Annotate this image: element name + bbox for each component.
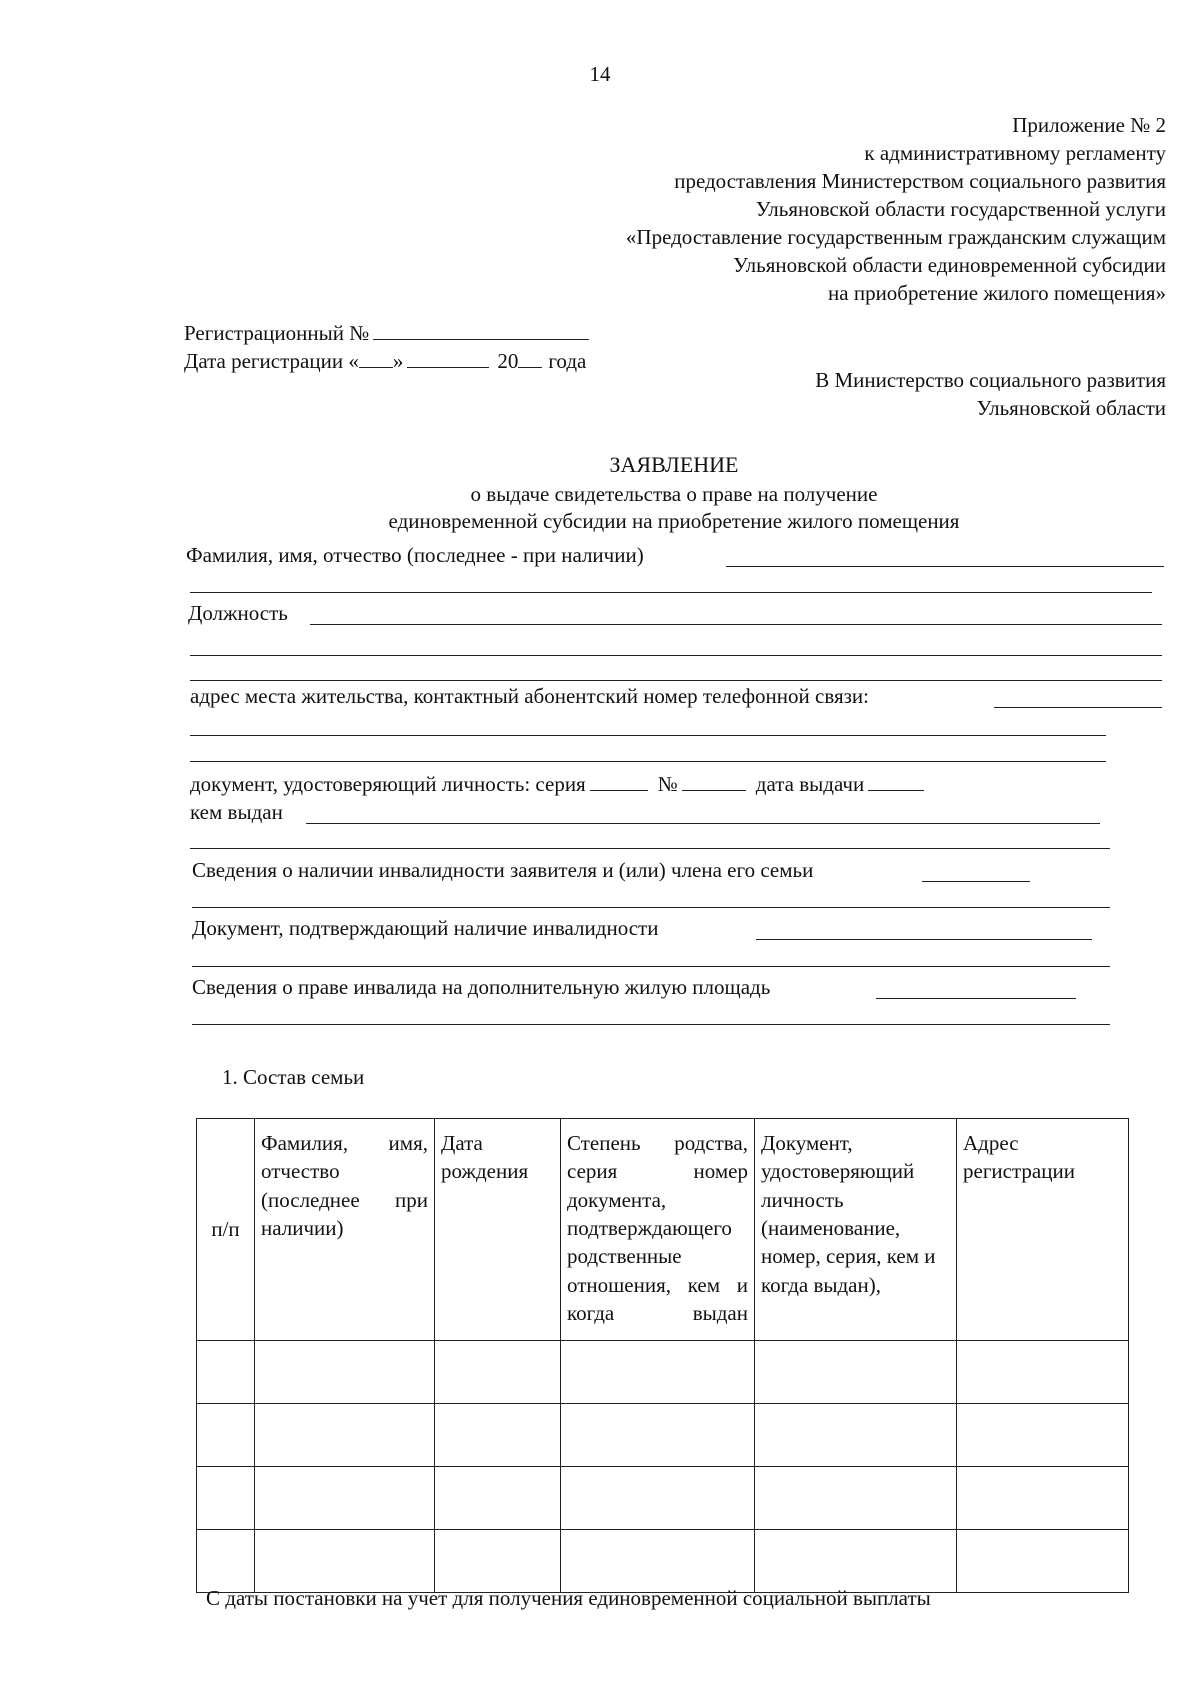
table-cell[interactable]: [255, 1530, 435, 1593]
table-cell[interactable]: [755, 1341, 957, 1404]
id-number-label: №: [657, 772, 678, 796]
table-cell[interactable]: [197, 1404, 255, 1467]
full-name-label: Фамилия, имя, отчество (последнее - при наличии): [186, 543, 644, 567]
title-line-1: о выдаче свидетельства о праве на получение: [470, 482, 878, 506]
header-id-document: Документ, удостоверяющий личность (наименование, номер, серия, кем и когда выдан),: [755, 1119, 957, 1341]
id-issue-date-field[interactable]: [868, 769, 924, 791]
table-cell[interactable]: [561, 1404, 755, 1467]
table-row: [197, 1530, 1129, 1593]
table-cell[interactable]: [957, 1467, 1129, 1530]
header-relationship: Степень родства, серия номер документа, подтверждающего родственные отношения, кем и когда выдан: [561, 1119, 755, 1341]
id-number-field[interactable]: [682, 769, 746, 791]
issued-by-field-line-2[interactable]: [190, 848, 1110, 849]
registration-number-row: [184, 318, 589, 346]
disability-doc-field-line-2[interactable]: [192, 966, 1110, 967]
header-registration-address: Адрес регистрации: [957, 1119, 1129, 1341]
table-row: [197, 1341, 1129, 1404]
table-cell[interactable]: [197, 1530, 255, 1593]
header-row-number: п/п: [197, 1119, 255, 1341]
table-cell[interactable]: [435, 1341, 561, 1404]
position-label: Должность: [188, 601, 288, 625]
issued-by-field[interactable]: [306, 823, 1100, 824]
header-full-name: Фамилия, имя, отчество (последнее при наличии): [255, 1119, 435, 1341]
footer-text: С даты постановки на учет для получения единовременной социальной выплаты: [206, 1586, 931, 1610]
appendix-line-2: к административному регламенту: [864, 141, 1166, 165]
table-row: [197, 1467, 1129, 1530]
appendix-line-5: «Предоставление государственным гражданским служащим: [625, 225, 1166, 249]
disability-doc-field[interactable]: [756, 939, 1092, 940]
document-title: ЗАЯВЛЕНИЕ: [609, 452, 739, 477]
table-cell[interactable]: [755, 1530, 957, 1593]
appendix-line-4: Ульяновской области государственной услуги: [755, 197, 1166, 221]
header-birth-date: Дата рождения: [435, 1119, 561, 1341]
address-phone-field[interactable]: [994, 707, 1162, 708]
appendix-line-1: Приложение № 2: [1012, 113, 1166, 137]
family-table: [196, 1118, 1129, 1593]
table-cell[interactable]: [435, 1404, 561, 1467]
registration-month-field[interactable]: [407, 346, 489, 368]
address-phone-field-line-2[interactable]: [190, 735, 1106, 736]
registration-year-field[interactable]: [518, 346, 542, 368]
appendix-line-6: Ульяновской области единовременной субсидии: [733, 253, 1166, 277]
table-cell[interactable]: [255, 1404, 435, 1467]
id-series-label: документ, удостоверяющий личность: серия: [190, 772, 586, 796]
full-name-field-line-2[interactable]: [190, 592, 1152, 593]
table-cell[interactable]: [755, 1404, 957, 1467]
appendix-line-7: на приобретение жилого помещения»: [828, 281, 1166, 305]
title-line-2: единовременной субсидии на приобретение жилого помещения: [388, 509, 960, 533]
id-series-field[interactable]: [590, 769, 648, 791]
family-table-header-row: [197, 1119, 1129, 1341]
address-phone-label: адрес места жительства, контактный абонентский номер телефонной связи:: [190, 684, 870, 708]
table-cell[interactable]: [957, 1341, 1129, 1404]
registration-date-row: [184, 346, 586, 374]
table-cell[interactable]: [255, 1341, 435, 1404]
registration-day-field[interactable]: [359, 346, 393, 368]
id-document-row: [190, 769, 924, 797]
registration-year-suffix: года: [548, 349, 587, 373]
table-cell[interactable]: [957, 1530, 1129, 1593]
table-cell[interactable]: [561, 1467, 755, 1530]
position-field-line-3[interactable]: [190, 680, 1162, 681]
disability-info-label: Сведения о наличии инвалидности заявителя и (или) члена его семьи: [192, 858, 814, 882]
table-cell[interactable]: [561, 1341, 755, 1404]
table-cell[interactable]: [957, 1404, 1129, 1467]
issued-by-label: кем выдан: [190, 800, 283, 824]
extra-space-label: Сведения о праве инвалида на дополнительную жилую площадь: [192, 975, 771, 999]
position-field[interactable]: [310, 624, 1162, 625]
extra-space-field-line-2[interactable]: [192, 1024, 1110, 1025]
appendix-line-3: предоставления Министерством социального развития: [674, 169, 1166, 193]
disability-info-field[interactable]: [922, 881, 1030, 882]
table-cell[interactable]: [197, 1341, 255, 1404]
table-row: [197, 1404, 1129, 1467]
disability-doc-label: Документ, подтверждающий наличие инвалидности: [192, 916, 659, 940]
extra-space-field[interactable]: [876, 998, 1076, 999]
table-cell[interactable]: [755, 1467, 957, 1530]
table-cell[interactable]: [435, 1467, 561, 1530]
registration-year-prefix: 20: [497, 349, 519, 373]
position-field-line-2[interactable]: [190, 655, 1162, 656]
registration-number-label: Регистрационный №: [184, 321, 370, 345]
recipient-line-2: Ульяновской области: [976, 396, 1166, 420]
table-cell[interactable]: [197, 1467, 255, 1530]
registration-date-label: Дата регистрации «: [184, 349, 359, 373]
address-phone-field-line-3[interactable]: [190, 761, 1106, 762]
registration-date-quote: »: [392, 349, 404, 373]
disability-info-field-line-2[interactable]: [192, 907, 1110, 908]
page-number: 14: [589, 62, 611, 86]
full-name-field[interactable]: [726, 566, 1164, 567]
table-cell[interactable]: [561, 1530, 755, 1593]
registration-number-field[interactable]: [373, 318, 589, 340]
table-cell[interactable]: [435, 1530, 561, 1593]
id-issue-date-label: дата выдачи: [755, 772, 865, 796]
recipient-line-1: В Министерство социального развития: [815, 368, 1166, 392]
table-cell[interactable]: [255, 1467, 435, 1530]
section-family-title: 1. Состав семьи: [222, 1065, 365, 1089]
